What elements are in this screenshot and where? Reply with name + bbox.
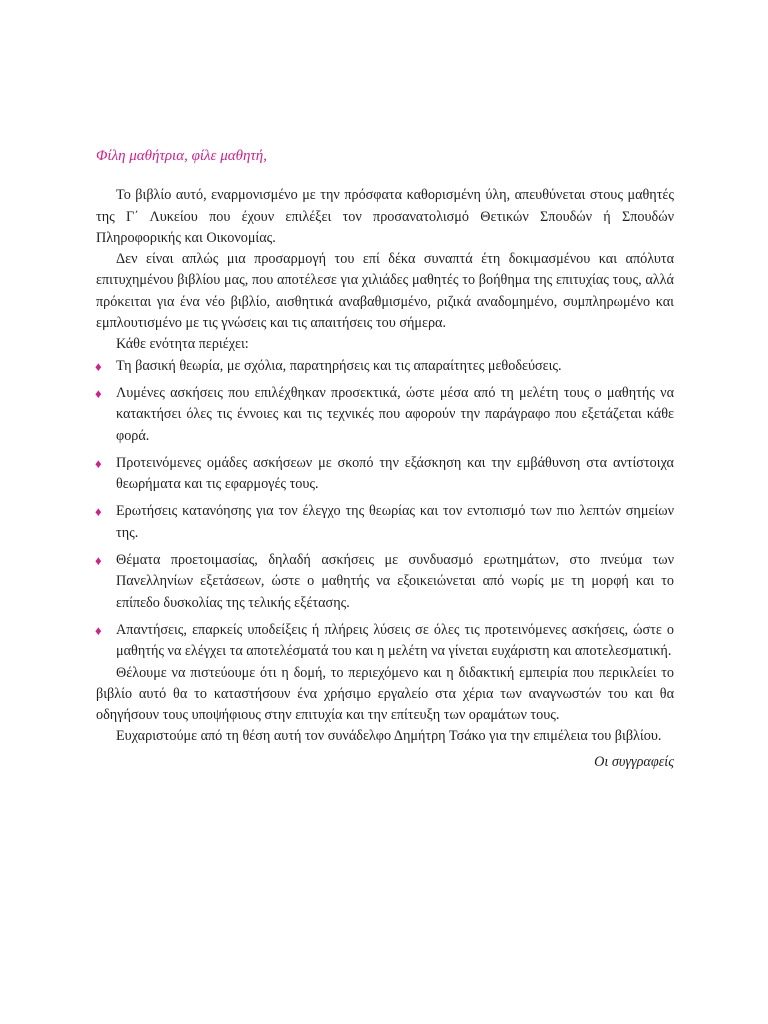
greeting-heading: Φίλη μαθήτρια, φίλε μαθητή, — [96, 148, 267, 164]
list-item — [96, 550, 674, 614]
diamond-bullet-icon: ♦ — [95, 358, 102, 374]
list-item-text: Λυμένες ασκήσεις που επιλέχθηκαν προσεκτικά, ώστε μέσα από τη μελέτη τους ο μαθητής να κατακτήσει όλες τις έννοιες και τις τεχνικές που αφορούν την παράγραφο που εξετάζεται κάθε φορά. — [116, 384, 674, 444]
contents-bullet-list — [96, 356, 674, 663]
list-item-text: Θέματα προετοιμασίας, δηλαδή ασκήσεις με συνδυασμό ερωτημάτων, στο πνεύμα των Πανελληνίων εξετάσεων, ώστε ο μαθητής να εξοικειώνεται από νωρίς με τη μορφή και το επίπεδο δυσκολίας της τελικής εξέτασης. — [116, 552, 674, 611]
list-item — [96, 620, 674, 663]
section-intro: Κάθε ενότητα περιέχει: — [116, 336, 249, 353]
intro-paragraph-2: Δεν είναι απλώς μια προσαρμογή του επί δέκα συναπτά έτη δοκιμασμένου και απόλυτα επιτυχημένου βιβλίου μας, που αποτέλεσε για χιλιάδες μαθητές το βοήθημα της επιτυχίας τους, αλλά πρόκειται για ένα νέο βιβλίο, αισθητικά αναβαθμισμένο, ριζικά αναδομημένο, συμπληρωμένο και εμπλουτισμένο με τις γνώσεις και τις απαιτήσεις του σήμερα. — [96, 251, 674, 332]
closing-paragraph-1: Θέλουμε να πιστεύουμε ότι η δομή, το περιεχόμενο και η διδακτική εμπειρία που περικλείει το βιβλίο αυτό θα το καταστήσουν ένα χρήσιμο εργαλείο στα χέρια των αναγνωστών του και θα οδηγήσουν τους υποψήφιους στην επιτυχία και την επίτευξη των οραμάτων τους. — [96, 664, 674, 724]
intro-paragraph-1: Το βιβλίο αυτό, εναρμονισμένο με την πρόσφατα καθορισμένη ύλη, απευθύνεται στους μαθητές της Γ΄ Λυκείου που έχουν επιλέξει τον προσανατολισμό Θετικών Σπουδών ή Σπουδών Πληροφορικής και Οικονομίας. — [96, 187, 674, 246]
list-item — [96, 501, 674, 544]
list-item-text: Ερωτήσεις κατανόησης για τον έλεγχο της θεωρίας και τον εντοπισμό των πιο λεπτών σημείων της. — [116, 503, 674, 541]
foreword-page — [96, 146, 674, 787]
diamond-bullet-icon: ♦ — [95, 622, 102, 638]
list-item — [96, 453, 674, 496]
diamond-bullet-icon: ♦ — [95, 553, 102, 569]
list-item-text: Τη βασική θεωρία, με σχόλια, παρατηρήσεις και τις απαραίτητες μεθοδεύσεις. — [116, 357, 562, 374]
list-item — [96, 356, 674, 377]
diamond-bullet-icon: ♦ — [95, 385, 102, 401]
list-item-text: Προτεινόμενες ομάδες ασκήσεων με σκοπό την εξάσκηση και την εμβάθυνση στα αντίστοιχα θεωρήματα και τις εφαρμογές τους. — [116, 454, 674, 493]
diamond-bullet-icon: ♦ — [95, 504, 102, 520]
list-item — [96, 383, 674, 447]
diamond-bullet-icon: ♦ — [95, 455, 102, 471]
list-item-text: Απαντήσεις, επαρκείς υποδείξεις ή πλήρεις λύσεις σε όλες τις προτεινόμενες ασκήσεις, ώστε ο μαθητής να ελέγχει τα αποτελέσματά του και η μελέτη να γίνεται ευχάριστη και αποτελεσματική. — [116, 621, 674, 660]
signature: Οι συγγραφείς — [594, 753, 674, 770]
closing-paragraph-2: Ευχαριστούμε από τη θέση αυτή τον συνάδελφο Δημήτρη Τσάκο για την επιμέλεια του βιβλίου. — [116, 728, 662, 745]
